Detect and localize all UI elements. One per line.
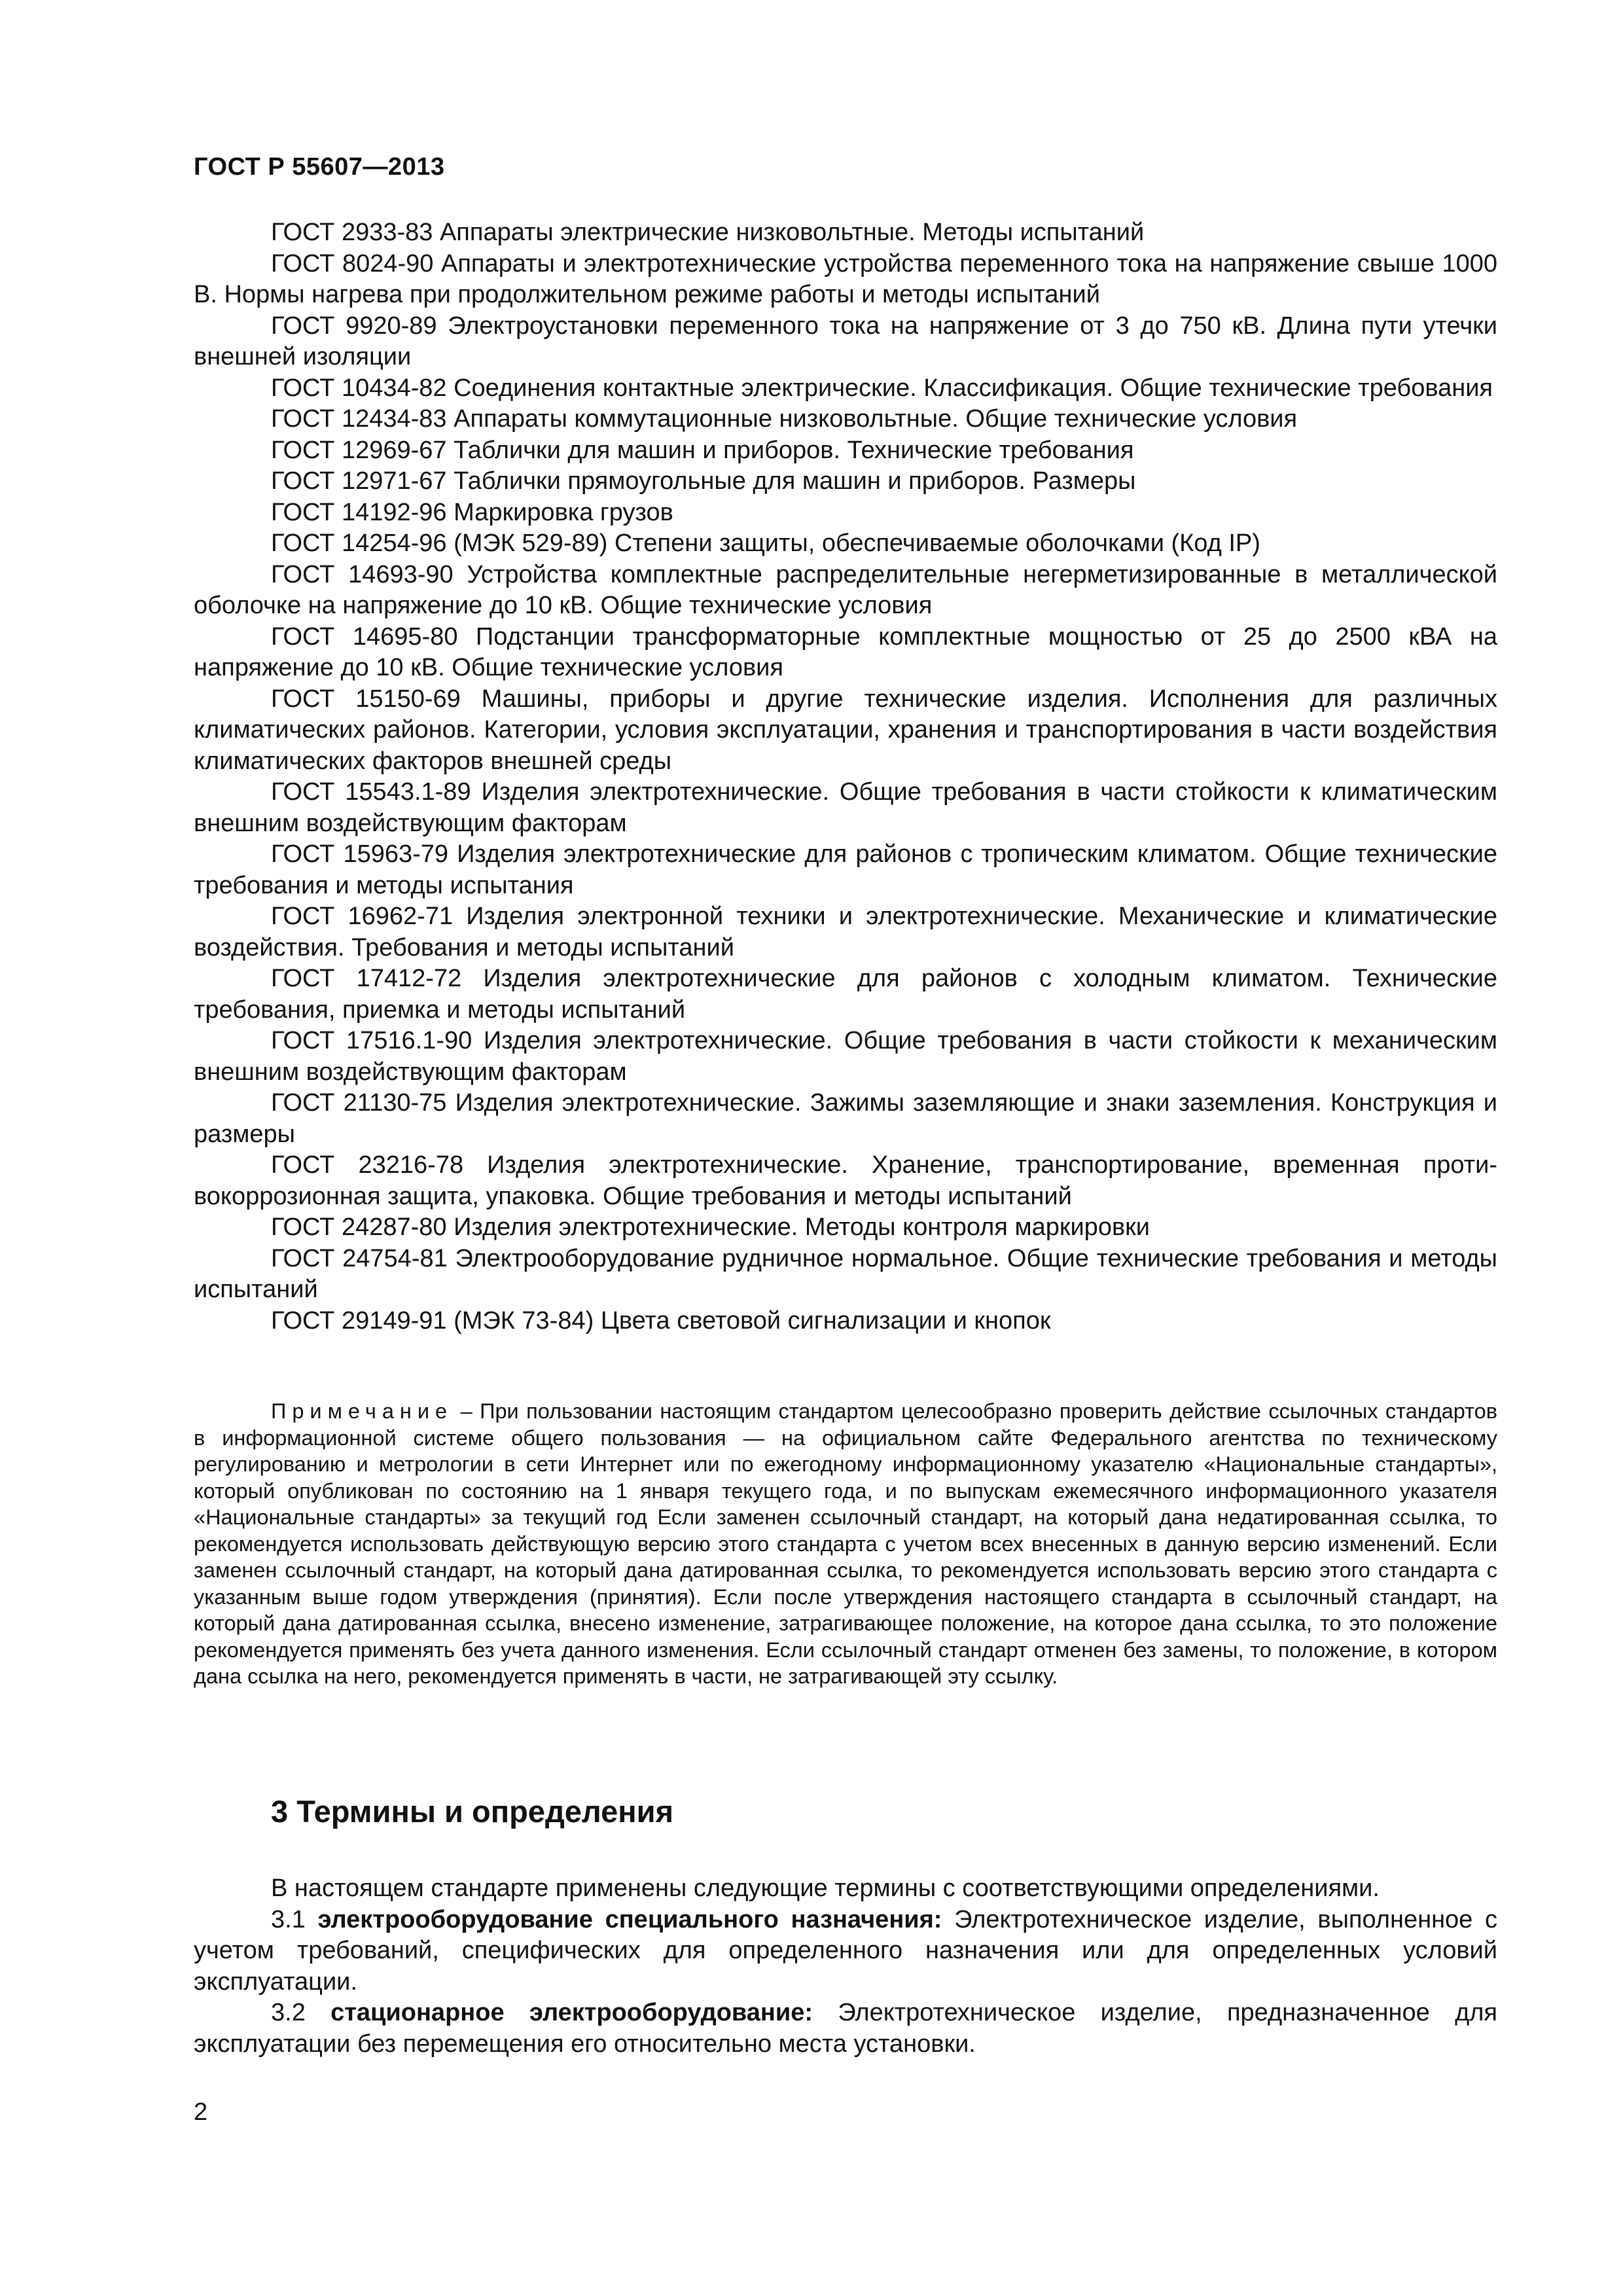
term-definition: Электротехническое изделие, выполненное с учетом требований, специфических для определенного назначения или для определенных условий эксплуатации. — [194, 1905, 1497, 1996]
term-entry — [194, 1905, 1497, 1998]
normative-references-list — [194, 217, 1497, 1336]
reference-item: ГОСТ 14192-96 Маркировка грузов — [271, 498, 673, 526]
reference-item: ГОСТ 17412-72 Изделия электротехнические для районов с холодным климатом. Технические требования, приемка и методы испытаний — [194, 965, 1497, 1024]
term-number: 3.2 — [271, 1999, 331, 2026]
reference-item: ГОСТ 29149-91 (МЭК 73-84) Цвета световой сигнализации и кнопок — [271, 1306, 1051, 1335]
section-title: 3 Термины и определения — [271, 1794, 673, 1829]
reference-item: ГОСТ 23216-78 Изделия электротехнические. Хранение, транспортирование, временная противокоррозионная защита, упаковка. Общие требования и методы испытаний — [194, 1151, 1497, 1210]
reference-item: ГОСТ 17516.1-90 Изделия электротехнические. Общие требования в части стойкости к механическим внешним воздействующим факторам — [194, 1027, 1497, 1086]
term-definition: Электротехническое изделие, предназначенное для эксплуатации без перемещения его относительно места установки. — [194, 1999, 1497, 2058]
reference-item: ГОСТ 8024-90 Аппараты и электротехнические устройства переменного тока на напряжение свыше 1000 В. Нормы нагрева при продолжительном режиме работы и методы испытаний — [194, 249, 1497, 308]
terms-section — [194, 1873, 1497, 2060]
references-note — [194, 1398, 1497, 1690]
document-header: ГОСТ Р 55607—2013 — [194, 153, 445, 181]
reference-item: ГОСТ 21130-75 Изделия электротехнические. Зажимы заземляющие и знаки заземления. Конструкция и размеры — [194, 1089, 1497, 1148]
reference-item: ГОСТ 15150-69 Машины, приборы и другие технические изделия. Исполнения для различных климатических районов. Категории, условия эксплуатации, хранения и транспортирования в части воздействия климатических факторов внешней среды — [194, 685, 1497, 775]
term-name: электрооборудование специального назначения: — [317, 1905, 942, 1933]
reference-item: ГОСТ 2933-83 Аппараты электрические низковольтные. Методы испытаний — [271, 219, 1145, 246]
term-entry — [194, 1998, 1497, 2060]
reference-item: ГОСТ 14695-80 Подстанции трансформаторные комплектные мощностью от 25 до 2500 кВА на напряжение до 10 кВ. Общие технические условия — [194, 622, 1497, 681]
reference-item: ГОСТ 9920-89 Электроустановки переменного тока на напряжение от 3 до 750 кВ. Длина пути утечки внешней изоляции — [194, 312, 1497, 370]
reference-item: ГОСТ 10434-82 Соединения контактные электрические. Классификация. Общие технические требования — [271, 374, 1493, 402]
reference-item: ГОСТ 15543.1-89 Изделия электротехнические. Общие требования в части стойкости к климатическим внешним воздействующим факторам — [194, 778, 1497, 837]
note-label: Примечание — [271, 1399, 454, 1423]
page-number: 2 — [194, 2098, 208, 2126]
reference-item: ГОСТ 24754-81 Электрооборудование рудничное нормальное. Общие технические требования и методы испытаний — [194, 1244, 1497, 1303]
term-number: 3.1 — [271, 1905, 318, 1933]
reference-item: ГОСТ 12971-67 Таблички прямоугольные для машин и приборов. Размеры — [271, 467, 1136, 495]
reference-item: ГОСТ 16962-71 Изделия электронной техники и электротехнические. Механические и климатические воздействия. Требования и методы испытаний — [194, 903, 1497, 961]
term-name: стационарное электрооборудование: — [330, 1999, 813, 2026]
reference-item: ГОСТ 12434-83 Аппараты коммутационные низковольтные. Общие технические условия — [271, 405, 1298, 433]
reference-item: ГОСТ 15963-79 Изделия электротехнические для районов с тропическим климатом. Общие технические требования и методы испытания — [194, 840, 1497, 899]
reference-item: ГОСТ 14693-90 Устройства комплектные распределительные негерметизированные в металлической оболочке на напряжение до 10 кВ. Общие технические условия — [194, 560, 1497, 619]
terms-intro: В настоящем стандарте применены следующие термины с соответствующими определениями. — [271, 1874, 1380, 1902]
reference-item: ГОСТ 24287-80 Изделия электротехнические. Методы контроля маркировки — [271, 1213, 1150, 1241]
reference-item: ГОСТ 14254-96 (МЭК 529-89) Степени защиты, обеспечиваемые оболочками (Код IP) — [271, 529, 1260, 557]
note-text: – При пользовании настоящим стандартом целесообразно проверить действие ссылочных стандартов в информационной системе общего пользования — на официальном сайте Федерального агентства по техническому регулированию и метрологии в сети Интернет или по ежегодному информационному указателю «Национальные стандарты», который опубликован по состоянию на 1 января текущего года, и по выпускам ежемесячного информационного указателя «Национальные стандарты» за текущий год Если заменен ссылочный стандарт, на который дана недатированная ссылка, то рекомендуется использовать действующую версию этого стандарта с учетом всех внесенных в данную версию изменений. Если заменен ссылочный стандарт, на который дана датированная ссылка, то рекомендуется использовать версию этого стандарта с указанным выше годом утверждения (принятия). Если после утверждения настоящего стандарта в ссылочный стандарт, на который дана датированная ссылка, внесено изменение, затрагивающее положение, на которое дана ссылка, то это положение рекомендуется применять без учета данного изменения. Если ссылочный стандарт отменен без замены, то положение, в котором дана ссылка на него, рекомендуется применять в части, не затрагивающей эту ссылку. — [194, 1399, 1497, 1688]
reference-item: ГОСТ 12969-67 Таблички для машин и приборов. Технические требования — [271, 436, 1134, 464]
